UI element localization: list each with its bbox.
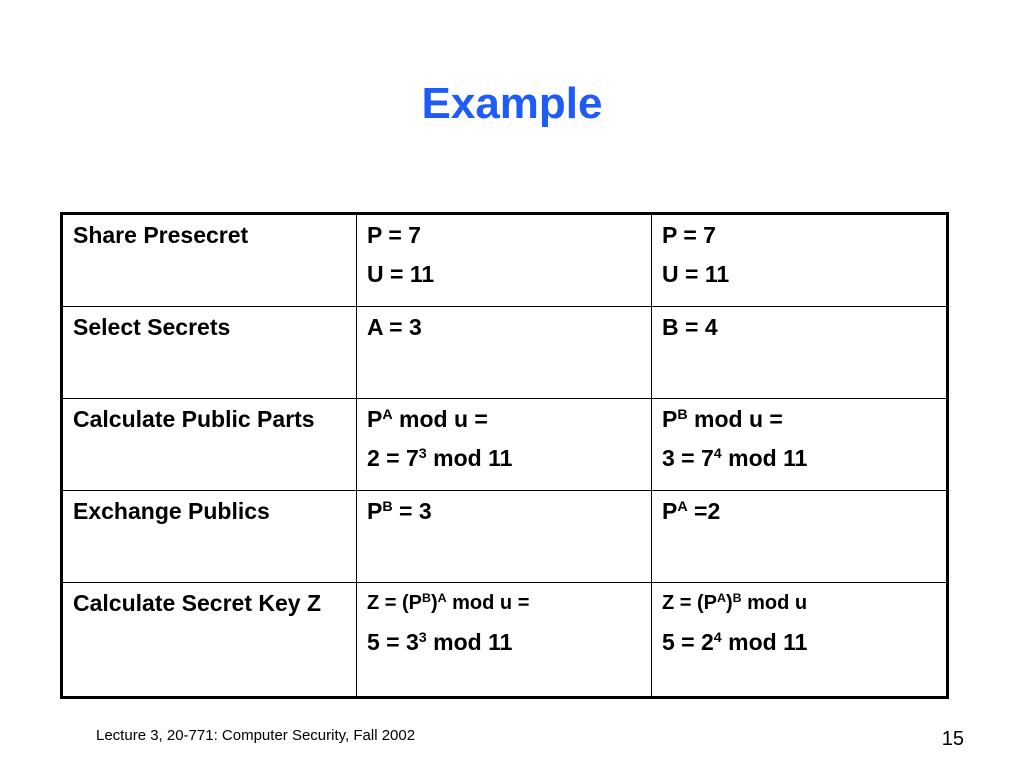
cell-party-a <box>357 491 652 583</box>
row-label: Calculate Public Parts <box>73 406 315 432</box>
cell-line: B = 4 <box>662 314 718 340</box>
cell-party-a <box>357 583 652 698</box>
cell-line: $2 = 7^3$ mod 11 <box>367 445 513 471</box>
table-row <box>62 583 948 698</box>
diffie-hellman-table <box>60 212 949 699</box>
cell-party-b <box>652 399 948 491</box>
cell-party-b <box>652 583 948 698</box>
table-row <box>62 491 948 583</box>
cell-line: U = 11 <box>367 261 435 287</box>
cell-line: $P^A$ mod u = <box>367 406 488 432</box>
table-row <box>62 307 948 399</box>
row-label: Select Secrets <box>73 314 231 340</box>
row-label-cell <box>62 583 357 698</box>
cell-line: $Z = (P^B)^A$ mod u = <box>367 591 530 614</box>
row-label: Share Presecret <box>73 222 249 248</box>
cell-party-b <box>652 491 948 583</box>
cell-line: P = 7 <box>367 222 421 248</box>
cell-party-a <box>357 399 652 491</box>
row-label: Exchange Publics <box>73 498 270 524</box>
cell-party-a <box>357 307 652 399</box>
cell-party-a <box>357 214 652 307</box>
row-label-cell <box>62 307 357 399</box>
row-label-cell <box>62 399 357 491</box>
slide-footer: Lecture 3, 20-771: Computer Security, Fall 2002 <box>96 727 416 744</box>
cell-line: $3 = 7^4$ mod 11 <box>662 445 808 471</box>
slide-title: Example <box>421 79 603 128</box>
cell-line: $5 = 3^3$ mod 11 <box>367 629 513 655</box>
cell-party-b <box>652 214 948 307</box>
cell-line: $P^B$ mod u = <box>662 406 783 432</box>
cell-party-b <box>652 307 948 399</box>
table-row <box>62 399 948 491</box>
row-label-cell <box>62 214 357 307</box>
cell-line: A = 3 <box>367 314 422 340</box>
cell-line: $5 = 2^4$ mod 11 <box>662 629 808 655</box>
cell-line: $Z = (P^A)^B$ mod u <box>662 591 808 614</box>
cell-line: $P^B = 3$ <box>367 498 432 524</box>
cell-line: U = 11 <box>662 261 730 287</box>
row-label: Calculate Secret Key Z <box>73 590 322 616</box>
row-label-cell <box>62 491 357 583</box>
cell-line: P = 7 <box>662 222 716 248</box>
table-row <box>62 214 948 307</box>
cell-line: $P^A =2$ <box>662 498 721 524</box>
page-number: 15 <box>941 728 964 750</box>
